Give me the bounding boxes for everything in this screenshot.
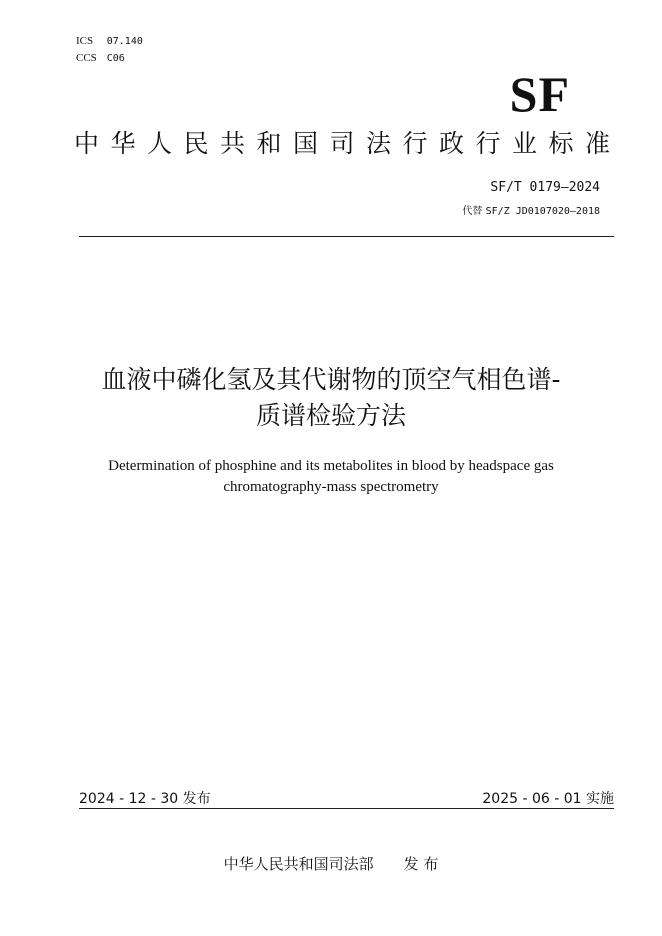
replaces-line xyxy=(462,202,600,217)
publish-date: 2024 - 12 - 30 发布 xyxy=(79,791,211,807)
footer-divider xyxy=(79,808,614,809)
implement-date: 2025 - 06 - 01 实施 xyxy=(482,791,614,807)
standard-category-title: 中华人民共和国司法行政行业标准 xyxy=(74,129,622,158)
sf-logo: SF xyxy=(509,66,570,122)
ccs-value: C06 xyxy=(106,53,125,64)
issuer-line xyxy=(0,853,662,874)
ics-label: ICS xyxy=(76,35,94,47)
ics-row xyxy=(76,33,143,50)
standard-number: SF/T 0179—2024 xyxy=(490,180,600,195)
chinese-title xyxy=(40,362,622,434)
classification-codes xyxy=(76,33,143,67)
english-title xyxy=(60,456,602,498)
ics-value: 07.140 xyxy=(106,36,143,47)
issuer-action: 发 布 xyxy=(403,855,439,873)
chinese-title-line-1: 血液中磷化氢及其代谢物的顶空气相色谱- xyxy=(101,365,561,394)
english-title-line-2: chromatography-mass spectrometry xyxy=(223,479,439,495)
chinese-title-line-2: 质谱检验方法 xyxy=(255,401,406,430)
english-title-line-1: Determination of phosphine and its metabolites in blood by headspace gas xyxy=(108,458,554,474)
replaces-code: SF/Z JD0107020—2018 xyxy=(485,206,600,217)
ccs-row xyxy=(76,50,143,67)
ccs-label: CCS xyxy=(76,52,97,64)
header-divider xyxy=(79,236,614,237)
issuer-org: 中华人民共和国司法部 xyxy=(223,855,374,873)
replaces-label: 代替 xyxy=(462,206,483,217)
